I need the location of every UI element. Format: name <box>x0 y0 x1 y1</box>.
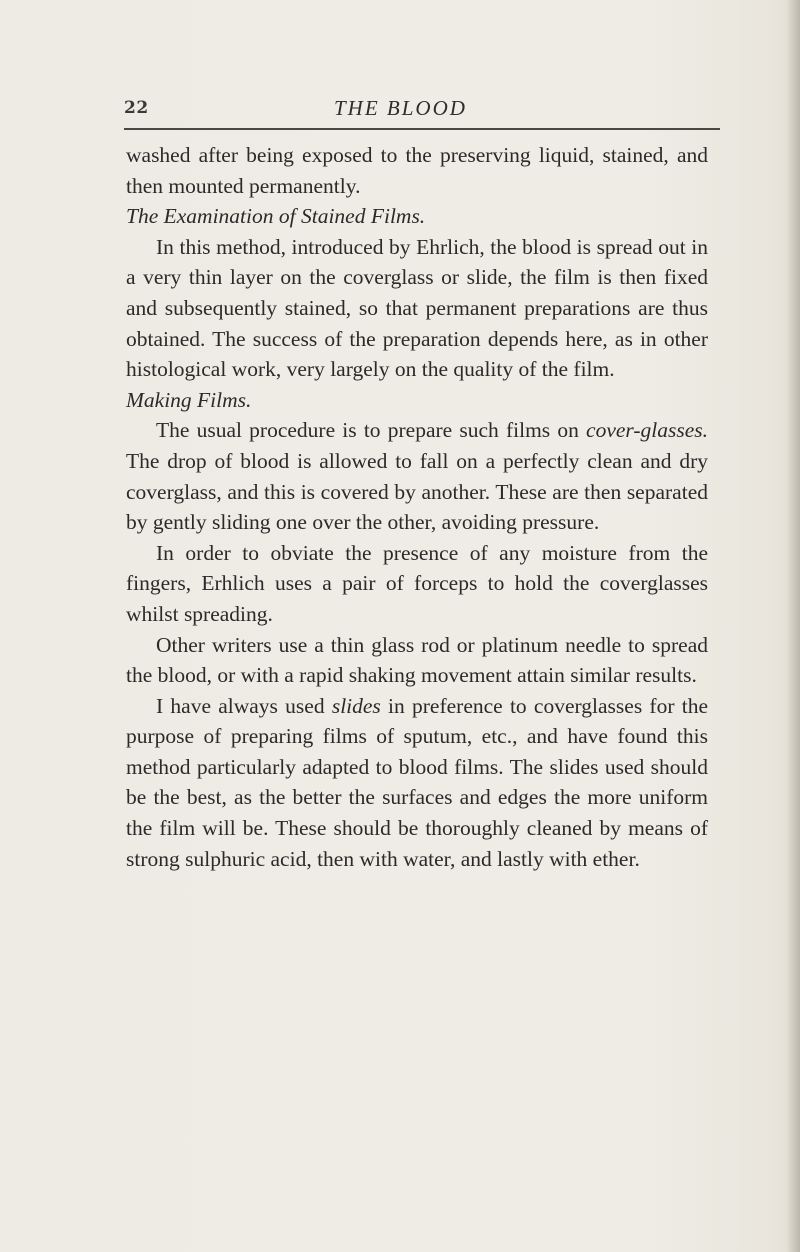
page-number: 22 <box>124 98 149 118</box>
body-text <box>126 140 708 874</box>
paragraph-continued: washed after being exposed to the preserving liquid, stained, and then mounted permanently. <box>126 143 708 198</box>
paragraph-slides <box>126 691 708 875</box>
paragraph-ehrlich-method: In this method, introduced by Ehrlich, the blood is spread out in a very thin layer on the coverglass or slide, the film is then fixed and subsequently stained, so that permanent preparations are thus obtained. The success of the preparation depends here, as in other histological work, very largely on the quality of the film. <box>126 234 708 382</box>
paragraph-other-writers: Other writers use a thin glass rod or platinum needle to spread the blood, or with a rapid shaking movement attain similar results. <box>126 632 708 688</box>
paragraph-usual-procedure <box>126 415 708 537</box>
text-run: in preference to coverglasses for the purpose of preparing films of sputum, etc., and have found this method particularly adapted to blood films. The slides used should be the best, as the better the surfaces and edges the more uniform the film will be. These should be thoroughly cleaned by means of strong sulphuric acid, then with water, and lastly with ether. <box>126 693 708 871</box>
page-header <box>0 96 800 136</box>
text-run: I have always used <box>156 693 332 718</box>
header-rule <box>124 128 720 130</box>
running-title: THE BLOOD <box>334 96 467 120</box>
text-run: The usual procedure is to prepare such films on <box>156 418 587 443</box>
text-run: The drop of blood is allowed to fall on a perfectly clean and dry coverglass, and this is covered by another. These are then separated by gently sliding one over the other, avoiding pressure. <box>126 448 708 535</box>
emphasis-cover-glasses: cover-glasses. <box>586 418 708 443</box>
section-heading-examination: The Examination of Stained Films. <box>126 204 426 229</box>
paragraph-moisture: In order to obviate the presence of any moisture from the fingers, Erhlich uses a pair of forceps to hold the coverglasses whilst spreading. <box>126 540 708 626</box>
emphasis-slides: slides <box>331 693 381 718</box>
section-heading-making-films: Making Films. <box>126 387 252 412</box>
page-edge-shadow <box>786 0 800 1252</box>
